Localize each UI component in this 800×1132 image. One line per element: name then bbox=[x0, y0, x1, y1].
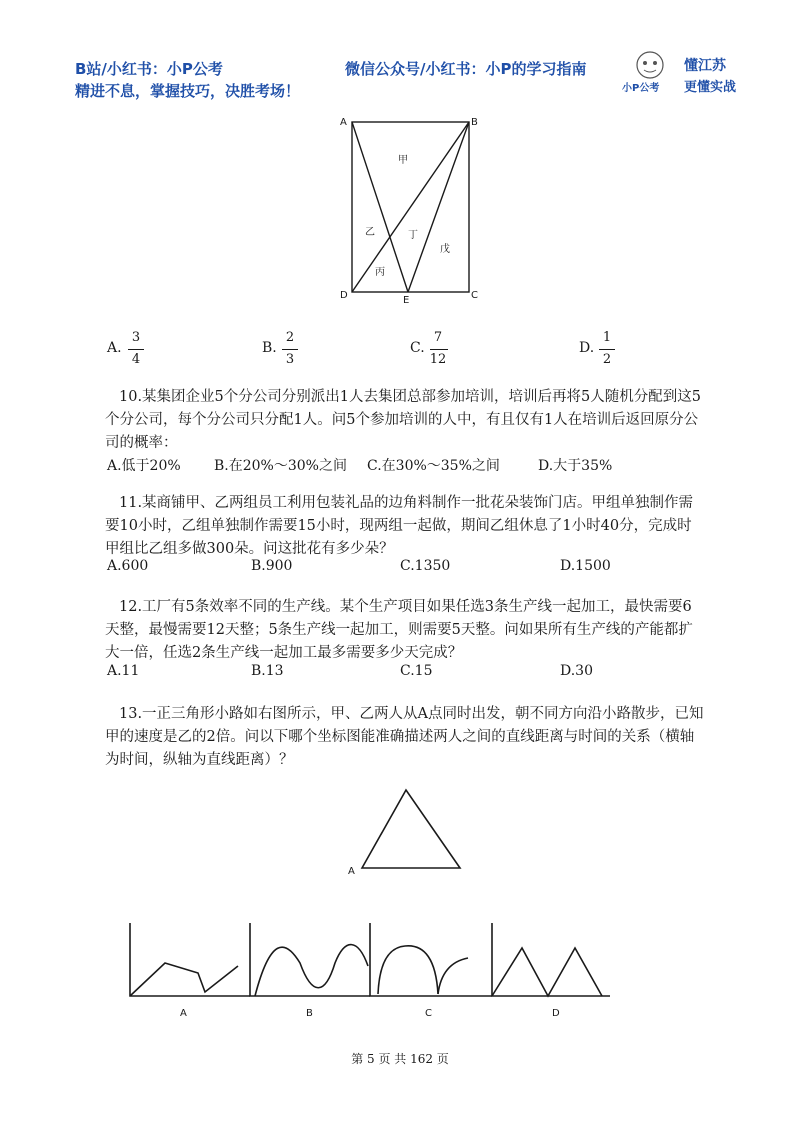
q11-option-c[interactable]: C.1350 bbox=[400, 558, 451, 574]
q12-option-b[interactable]: B.13 bbox=[251, 663, 284, 679]
region-label-jia: 甲 bbox=[398, 155, 408, 166]
region-label-ding: 丁 bbox=[408, 230, 418, 241]
point-label-b: B bbox=[471, 117, 478, 128]
region-label-bing: 丙 bbox=[375, 267, 385, 278]
q12-text: 12.工厂有5条效率不同的生产线。某个生产项目如果任选3条生产线一起加工，最快需要6天整，最慢需要12天整；5条生产线一起加工，则需要5天整。问如果所有生产线的产能都扩大一倍，任选2条生产线一起加工最多需要多少天完成？ bbox=[105, 599, 693, 661]
graph-a[interactable] bbox=[130, 923, 250, 996]
q12-option-c[interactable]: C.15 bbox=[400, 663, 433, 679]
option-letter: C. bbox=[410, 340, 425, 356]
graph-label-a: A bbox=[180, 1008, 187, 1019]
triangle-figure bbox=[340, 780, 470, 880]
header-center: 微信公众号/小红书：小P的学习指南 bbox=[345, 60, 587, 78]
q10-option-a[interactable]: A.低于20% bbox=[107, 458, 181, 474]
q11-option-b[interactable]: B.900 bbox=[251, 558, 293, 574]
graph-label-c: C bbox=[425, 1008, 432, 1019]
graph-d[interactable] bbox=[492, 923, 610, 996]
q10-option-c[interactable]: C.在30%～35%之间 bbox=[367, 458, 500, 474]
point-label-e: E bbox=[403, 295, 410, 305]
graph-b[interactable] bbox=[250, 923, 370, 996]
q13-text: 13.一正三角形小路如右图所示，甲、乙两人从A点同时出发，朝不同方向沿小路散步，已知甲的速度是乙的2倍。问以下哪个坐标图能准确描述两人之间的直线距离与时间的关系（横轴为时间，纵轴为直线距离）？ bbox=[105, 706, 704, 768]
logo-text: 小P公考 bbox=[622, 83, 660, 94]
graph-label-d: D bbox=[552, 1008, 560, 1019]
point-label-d: D bbox=[340, 290, 348, 301]
header-logo bbox=[620, 48, 680, 93]
q11-option-a[interactable]: A.600 bbox=[107, 558, 149, 574]
point-label-c: C bbox=[471, 290, 478, 301]
q11-text: 11.某商铺甲、乙两组员工利用包装礼品的边角料制作一批花朵装饰门店。甲组单独制作需要10小时，乙组单独制作需要15小时，现两组一起做，期间乙组休息了1小时40分，完成时甲组比乙组多做300朵。问这批花有多少朵？ bbox=[105, 495, 694, 557]
q11-option-d[interactable]: D.1500 bbox=[560, 558, 611, 574]
header-left-line1: B站/小红书：小P公考 bbox=[75, 60, 223, 78]
rectangle-figure bbox=[330, 110, 490, 305]
q9-option-b[interactable] bbox=[262, 340, 277, 356]
graph-label-b: B bbox=[306, 1008, 313, 1019]
q10-option-d[interactable]: D.大于35% bbox=[538, 458, 613, 474]
graph-c[interactable] bbox=[370, 923, 492, 996]
q10-text: 10.某集团企业5个分公司分别派出1人去集团总部参加培训，培训后再将5人随机分配到这5个分公司，每个分公司只分配1人。问5个参加培训的人中，有且仅有1人在培训后返回原分公司的概率： bbox=[105, 389, 701, 451]
q12-option-a[interactable]: A.11 bbox=[107, 663, 140, 679]
region-label-yi: 乙 bbox=[365, 227, 375, 238]
triangle-point-label-a: A bbox=[348, 866, 355, 877]
q10-option-b[interactable]: B.在20%～30%之间 bbox=[214, 458, 347, 474]
q9-option-c[interactable] bbox=[410, 340, 425, 356]
q12-option-d[interactable]: D.30 bbox=[560, 663, 593, 679]
header-left-line2: 精进不息，掌握技巧，决胜考场！ bbox=[75, 82, 301, 100]
header-slogan2: 更懂实战 bbox=[684, 80, 737, 95]
option-letter: A. bbox=[107, 340, 122, 356]
region-label-wu: 戊 bbox=[440, 244, 450, 255]
point-label-a: A bbox=[340, 117, 347, 128]
answer-graphs bbox=[120, 918, 620, 1028]
header-slogan1: 懂江苏 bbox=[684, 58, 726, 74]
q9-option-a[interactable] bbox=[107, 340, 122, 356]
option-letter: B. bbox=[262, 340, 277, 356]
page-footer: 第 5 页 共 162 页 bbox=[351, 1052, 449, 1066]
option-letter: D. bbox=[579, 340, 595, 356]
q9-option-d[interactable] bbox=[579, 340, 594, 356]
